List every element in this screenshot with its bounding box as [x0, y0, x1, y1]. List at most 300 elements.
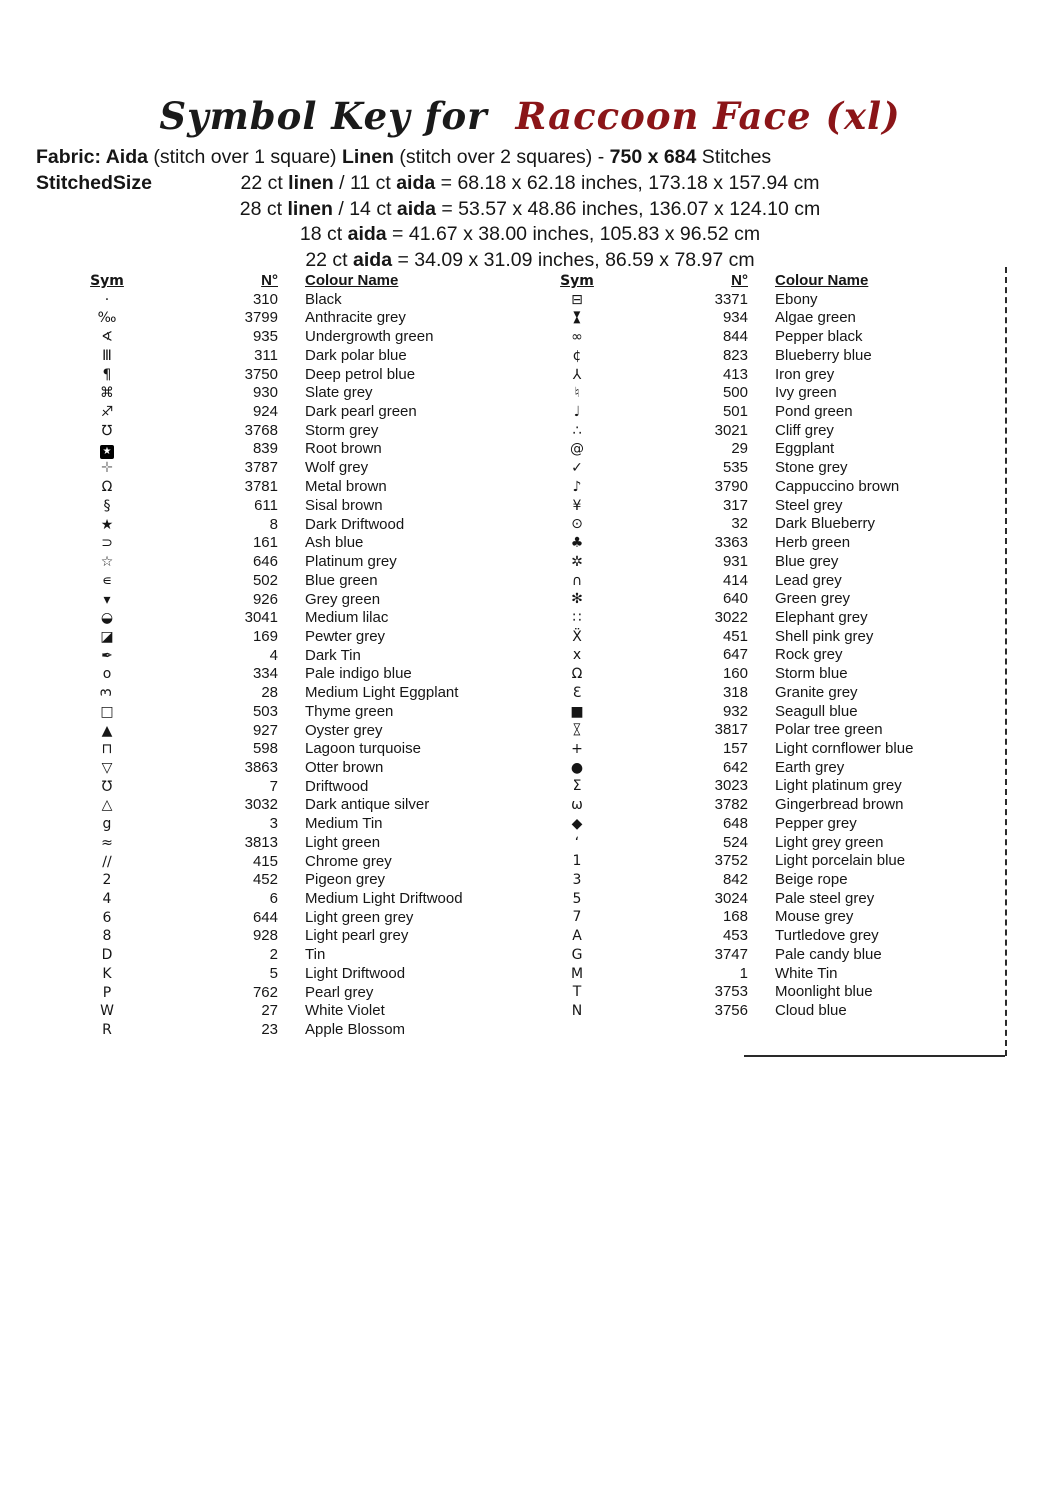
colour-name: Shell pink grey	[775, 627, 874, 645]
symbol-glyph-char: 3	[98, 689, 115, 697]
symbol-glyph	[78, 740, 136, 759]
colour-name: Granite grey	[775, 683, 858, 701]
thread-number: 161	[252, 534, 278, 552]
thread-number: 648	[722, 814, 748, 832]
thread-number: 762	[252, 983, 278, 1001]
thread-number: 3363	[714, 534, 748, 552]
table-row	[548, 965, 984, 984]
thread-number: 3863	[244, 758, 278, 776]
symbol-glyph-char: 3	[572, 872, 582, 888]
table-row	[78, 834, 514, 853]
thread-number: 503	[252, 702, 278, 720]
symbol-glyph	[78, 927, 136, 946]
thread-number: 3371	[714, 290, 748, 308]
thread-number: 1	[739, 964, 748, 982]
table-row	[548, 497, 984, 516]
symbol-glyph-char: ✓	[571, 460, 583, 477]
table-body-right	[548, 291, 984, 1021]
header-number: N°	[261, 272, 278, 289]
symbol-glyph-char: 5	[572, 890, 582, 907]
symbol-glyph	[78, 609, 136, 628]
symbol-glyph-char: ♣	[570, 535, 584, 552]
symbol-glyph	[548, 946, 606, 965]
thread-number: 28	[261, 684, 278, 702]
symbol-glyph	[548, 834, 606, 853]
colour-name: Storm blue	[775, 665, 848, 683]
symbol-glyph	[78, 890, 136, 909]
table-row	[78, 403, 514, 422]
thread-number: 452	[252, 871, 278, 889]
table-row	[78, 759, 514, 778]
colour-name: Thyme green	[305, 702, 394, 720]
symbol-glyph	[548, 871, 606, 890]
symbol-glyph-char: T	[572, 984, 582, 1001]
table-row	[78, 965, 514, 984]
table-row	[548, 347, 984, 366]
colour-name: Iron grey	[775, 365, 835, 383]
symbol-glyph-char: ⊙	[571, 516, 583, 533]
symbol-glyph-char: ¢	[572, 347, 582, 364]
thread-number: 318	[722, 683, 748, 701]
table-row	[78, 497, 514, 516]
text-segment: / 14 ct	[332, 197, 397, 220]
symbol-glyph-char: ʻ	[574, 834, 580, 851]
symbol-glyph	[548, 684, 606, 703]
symbol-glyph	[78, 572, 136, 591]
text-segment: (stitch over 2 squares) -	[393, 146, 610, 168]
symbol-glyph	[78, 815, 136, 834]
symbol-glyph	[78, 422, 136, 441]
colour-name: Medium Light Eggplant	[305, 684, 459, 702]
symbol-glyph	[548, 291, 606, 310]
colour-name: Platinum grey	[305, 553, 397, 571]
symbol-glyph-char: ⅄	[572, 366, 582, 383]
symbol-glyph-char: M	[570, 965, 584, 982]
colour-name: Pepper grey	[775, 814, 857, 832]
table-row	[78, 591, 514, 610]
table-row	[78, 853, 514, 872]
colour-name: Light Driftwood	[305, 964, 406, 982]
symbol-glyph-char: Ɛ	[572, 684, 582, 701]
page-edge-dashed-line	[1005, 267, 1007, 1056]
symbol-glyph	[548, 403, 606, 422]
thread-number: 642	[722, 758, 748, 776]
symbol-glyph-char: ▸◂	[568, 313, 585, 324]
thread-number: 32	[731, 515, 748, 533]
symbol-glyph-char: ∩	[571, 572, 583, 589]
table-row	[78, 927, 514, 946]
symbol-glyph	[548, 497, 606, 516]
colour-name: Blueberry blue	[775, 346, 872, 364]
table-row	[548, 534, 984, 553]
symbol-glyph-char: ω	[571, 797, 583, 814]
table-row	[78, 534, 514, 553]
thread-number: 414	[722, 571, 748, 589]
thread-number: 3756	[714, 1002, 748, 1020]
thread-number: 3782	[714, 796, 748, 814]
text-segment: = 34.09 x 31.09 inches, 86.59 x 78.97 cm	[392, 248, 755, 271]
symbol-glyph	[78, 909, 136, 928]
table-row	[548, 328, 984, 347]
table-row	[548, 684, 984, 703]
colour-name: Green grey	[775, 590, 851, 608]
symbol-glyph	[78, 946, 136, 965]
table-row	[548, 422, 984, 441]
stitched-size-label: StitchedSize	[36, 172, 152, 194]
symbol-glyph-char: W	[100, 1003, 114, 1020]
table-row	[548, 871, 984, 890]
thread-number: 502	[252, 571, 278, 589]
table-row	[548, 740, 984, 759]
colour-name: Moonlight blue	[775, 983, 873, 1001]
thread-number: 2	[269, 946, 278, 964]
table-row	[78, 572, 514, 591]
thread-number: 535	[722, 459, 748, 477]
colour-name: Dark polar blue	[305, 346, 407, 364]
header-number: N°	[731, 272, 748, 289]
colour-name: Pewter grey	[305, 627, 386, 645]
thread-number: 932	[722, 702, 748, 720]
symbol-glyph	[78, 984, 136, 1003]
symbol-glyph	[548, 796, 606, 815]
colour-name: Earth grey	[775, 758, 845, 776]
table-row	[78, 665, 514, 684]
symbol-glyph	[548, 965, 606, 984]
text-segment: 28 ct	[239, 197, 288, 220]
text-segment: linen	[288, 172, 334, 194]
text-segment: 22 ct	[240, 172, 289, 194]
thread-number: 23	[261, 1021, 278, 1039]
symbol-glyph-char: ∢	[101, 329, 113, 346]
colour-name: Blue green	[305, 571, 378, 589]
thread-number: 934	[722, 309, 748, 327]
symbol-glyph	[548, 665, 606, 684]
table-row	[78, 553, 514, 572]
colour-name: Tin	[305, 946, 326, 964]
thread-number: 930	[252, 384, 278, 402]
symbol-glyph	[78, 722, 136, 741]
colour-name: White Violet	[305, 1002, 385, 1020]
page-edge-bottom-line	[744, 1055, 1005, 1057]
table-row	[78, 890, 514, 909]
colour-name: Medium lilac	[305, 609, 389, 627]
symbol-glyph	[78, 759, 136, 778]
table-body-left	[78, 291, 514, 1040]
colour-name: Light grey green	[775, 833, 884, 851]
symbol-glyph	[548, 459, 606, 478]
symbol-glyph	[78, 647, 136, 666]
symbol-glyph-char: Ω	[571, 666, 583, 683]
table-row	[548, 908, 984, 927]
colour-name: Mouse grey	[775, 908, 854, 926]
size-line-1	[0, 171, 1060, 197]
table-row	[78, 984, 514, 1003]
text-segment: 18 ct	[299, 223, 348, 246]
colour-name: Chrome grey	[305, 852, 392, 870]
symbol-glyph	[548, 440, 606, 459]
colour-name: Light porcelain blue	[775, 852, 906, 870]
colour-name: Light platinum grey	[775, 777, 902, 795]
symbol-glyph-char: ≈	[101, 834, 113, 851]
thread-number: 640	[722, 590, 748, 608]
thread-number: 3041	[244, 609, 278, 627]
symbol-glyph-char: 1	[572, 853, 582, 870]
symbol-glyph-char: ·	[104, 291, 110, 308]
title-prefix: Symbol Key for	[159, 94, 488, 138]
symbol-glyph	[548, 777, 606, 796]
thread-number: 924	[252, 403, 278, 421]
thread-number: 823	[722, 346, 748, 364]
symbol-glyph	[78, 1021, 136, 1040]
text-segment: = 41.67 x 38.00 inches, 105.83 x 96.52 cm	[386, 223, 761, 246]
colour-name: Anthracite grey	[305, 309, 406, 327]
text-segment: Linen	[341, 146, 394, 168]
symbol-glyph-char: §	[103, 497, 111, 514]
colour-name: Sisal brown	[305, 496, 383, 514]
symbol-glyph	[548, 553, 606, 572]
table-row	[78, 1002, 514, 1021]
symbol-glyph	[548, 721, 606, 740]
symbol-glyph	[78, 478, 136, 497]
table-row	[78, 796, 514, 815]
table-row	[548, 553, 984, 572]
table-row	[548, 646, 984, 665]
symbol-glyph	[548, 852, 606, 871]
thread-number: 3813	[244, 833, 278, 851]
symbol-glyph	[78, 665, 136, 684]
symbol-glyph	[78, 440, 136, 459]
thread-number: 3768	[244, 421, 278, 439]
header-sym: Sym	[90, 273, 124, 289]
text-segment: linen	[287, 197, 333, 220]
symbol-glyph-char: 6	[102, 909, 112, 926]
table-header	[548, 272, 984, 291]
symbol-glyph	[78, 853, 136, 872]
table-row	[548, 777, 984, 796]
colour-name: Cappuccino brown	[775, 477, 900, 495]
table-row	[78, 459, 514, 478]
table-row	[548, 515, 984, 534]
thread-number: 3817	[714, 721, 748, 739]
symbol-glyph-char: ∴	[572, 422, 582, 439]
colour-name: Beige rope	[775, 871, 848, 888]
colour-name: Dark Driftwood	[305, 515, 405, 533]
colour-name: Pigeon grey	[305, 871, 386, 889]
thread-number: 169	[252, 627, 278, 645]
colour-name: Storm grey	[305, 421, 379, 439]
table-row	[78, 422, 514, 441]
text-segment: aida	[396, 172, 436, 194]
symbol-glyph	[78, 965, 136, 984]
text-segment: 22 ct	[305, 248, 354, 271]
text-segment: aida	[353, 248, 393, 271]
table-row	[548, 291, 984, 310]
symbol-glyph-char: ∊	[101, 572, 113, 589]
size-line-2	[0, 197, 1060, 223]
thread-number: 3032	[244, 796, 278, 814]
table-row	[78, 347, 514, 366]
thread-number: 524	[722, 833, 748, 851]
table-row	[78, 366, 514, 385]
colour-name: White Tin	[775, 964, 838, 982]
thread-number: 413	[722, 365, 748, 383]
symbol-glyph	[548, 590, 606, 609]
thread-number: 3799	[244, 309, 278, 327]
thread-number: 3023	[714, 777, 748, 795]
symbol-glyph	[548, 628, 606, 647]
symbol-glyph-char: ▾	[103, 591, 111, 608]
thread-number: 160	[722, 665, 748, 683]
table-row	[78, 815, 514, 834]
thread-number: 3790	[714, 477, 748, 495]
thread-number: 500	[722, 384, 748, 402]
symbol-glyph-char: D	[101, 947, 113, 964]
symbol-glyph	[78, 628, 136, 647]
table-row	[78, 309, 514, 328]
symbol-glyph-char: ⊟	[571, 291, 583, 308]
symbol-glyph-char: G	[571, 946, 583, 963]
thread-number: 646	[252, 553, 278, 571]
symbol-glyph	[78, 291, 136, 310]
thread-number: 29	[731, 440, 748, 458]
symbol-glyph-char: 8	[102, 928, 112, 945]
table-row	[548, 478, 984, 497]
symbol-glyph-char: Ⅲ	[102, 347, 112, 364]
symbol-glyph-char: ‰	[97, 310, 117, 327]
table-row	[548, 852, 984, 871]
table-row	[548, 590, 984, 609]
symbol-glyph	[78, 834, 136, 853]
symbol-glyph-char: Ʊ	[101, 778, 113, 795]
thread-number: 844	[722, 328, 748, 346]
table-row	[548, 309, 984, 328]
symbol-glyph	[548, 890, 606, 909]
colour-name: Ivy green	[775, 384, 837, 402]
symbol-glyph	[78, 403, 136, 422]
text-segment: / 11 ct	[333, 172, 397, 194]
colour-name: Otter brown	[305, 758, 384, 776]
colour-name: Pond green	[775, 403, 853, 421]
symbol-glyph-char: R	[102, 1022, 112, 1039]
table-row	[78, 684, 514, 703]
colour-name: Pepper black	[775, 328, 863, 346]
text-segment: = 68.18 x 62.18 inches, 173.18 x 157.94 cm	[435, 172, 820, 194]
symbol-glyph-char: ⊓	[101, 741, 113, 758]
table-row	[78, 778, 514, 797]
text-segment: aida	[347, 223, 387, 246]
table-row	[548, 834, 984, 853]
symbol-glyph	[548, 328, 606, 347]
size-line-4	[0, 248, 1060, 274]
text-segment: 750 x 684	[609, 146, 697, 168]
symbol-glyph-char: +	[571, 740, 583, 757]
symbol-glyph-char: ▹◃	[568, 725, 585, 736]
colour-name: Dark antique silver	[305, 796, 430, 814]
colour-name: Lagoon turquoise	[305, 740, 421, 758]
thread-number: 415	[252, 852, 278, 870]
symbol-glyph	[548, 515, 606, 534]
table-header	[78, 272, 514, 291]
page-title	[0, 94, 1060, 138]
symbol-glyph-char: ▲	[101, 722, 113, 739]
table-row	[78, 328, 514, 347]
thread-number: 839	[252, 440, 278, 458]
symbol-glyph	[548, 703, 606, 722]
symbol-glyph-char: □	[100, 703, 114, 720]
symbol-glyph-char: ∕∕	[102, 853, 112, 870]
symbol-glyph-char: ℧	[101, 422, 113, 439]
table-row	[548, 440, 984, 459]
table-row	[78, 647, 514, 666]
colour-name: Turtledove grey	[775, 927, 879, 945]
symbol-glyph	[548, 572, 606, 591]
symbol-glyph-char: ¶	[102, 366, 112, 383]
table-row	[548, 703, 984, 722]
thread-number: 311	[254, 346, 278, 364]
header-sym: Sym	[560, 273, 594, 289]
thread-number: 3753	[714, 983, 748, 1001]
table-row	[78, 516, 514, 535]
symbol-glyph-char: ●	[570, 759, 584, 776]
symbol-glyph-char: ∷	[572, 609, 582, 626]
table-row	[548, 721, 984, 740]
colour-name: Black	[305, 290, 342, 308]
symbol-glyph	[78, 366, 136, 385]
thread-number: 3781	[244, 478, 278, 496]
colour-name: Apple Blossom	[305, 1021, 406, 1039]
fabric-line	[36, 146, 1026, 169]
symbol-glyph-char: ♐	[100, 404, 114, 421]
table-row	[548, 572, 984, 591]
colour-name: Pearl grey	[305, 983, 374, 1001]
thread-number: 647	[722, 646, 748, 664]
header-colour-name: Colour Name	[305, 272, 399, 289]
symbol-table-right	[548, 272, 984, 1021]
symbol-glyph	[548, 759, 606, 778]
symbol-glyph-char: ■	[570, 703, 584, 720]
table-row	[548, 759, 984, 778]
table-row	[78, 909, 514, 928]
symbol-glyph	[548, 815, 606, 834]
symbol-glyph	[78, 516, 136, 535]
symbol-glyph-char: @	[570, 441, 584, 458]
symbol-glyph-char: 7	[572, 909, 582, 926]
symbol-glyph	[78, 778, 136, 797]
colour-name: Light pearl grey	[305, 927, 409, 945]
symbol-glyph	[78, 703, 136, 722]
symbol-glyph-char: ♩	[573, 404, 581, 421]
symbol-glyph	[78, 871, 136, 890]
table-row	[78, 722, 514, 741]
symbol-glyph-char: 4	[102, 891, 112, 907]
colour-name: Rock grey	[775, 646, 843, 664]
thread-number: 3	[269, 815, 278, 833]
thread-number: 157	[722, 739, 748, 757]
symbol-glyph	[548, 1002, 606, 1021]
colour-name: Ash blue	[305, 534, 364, 552]
symbol-glyph-char: g	[102, 816, 112, 833]
symbol-glyph-char: A	[572, 928, 582, 945]
symbol-glyph-char: ◪	[100, 628, 114, 645]
symbol-glyph	[78, 497, 136, 516]
colour-name: Gingerbread brown	[775, 796, 904, 814]
symbol-glyph	[548, 422, 606, 441]
colour-name: Eggplant	[775, 440, 835, 458]
symbol-glyph	[78, 309, 136, 328]
thread-number: 3022	[714, 608, 748, 626]
colour-name: Cloud blue	[775, 1002, 847, 1020]
table-row	[548, 815, 984, 834]
